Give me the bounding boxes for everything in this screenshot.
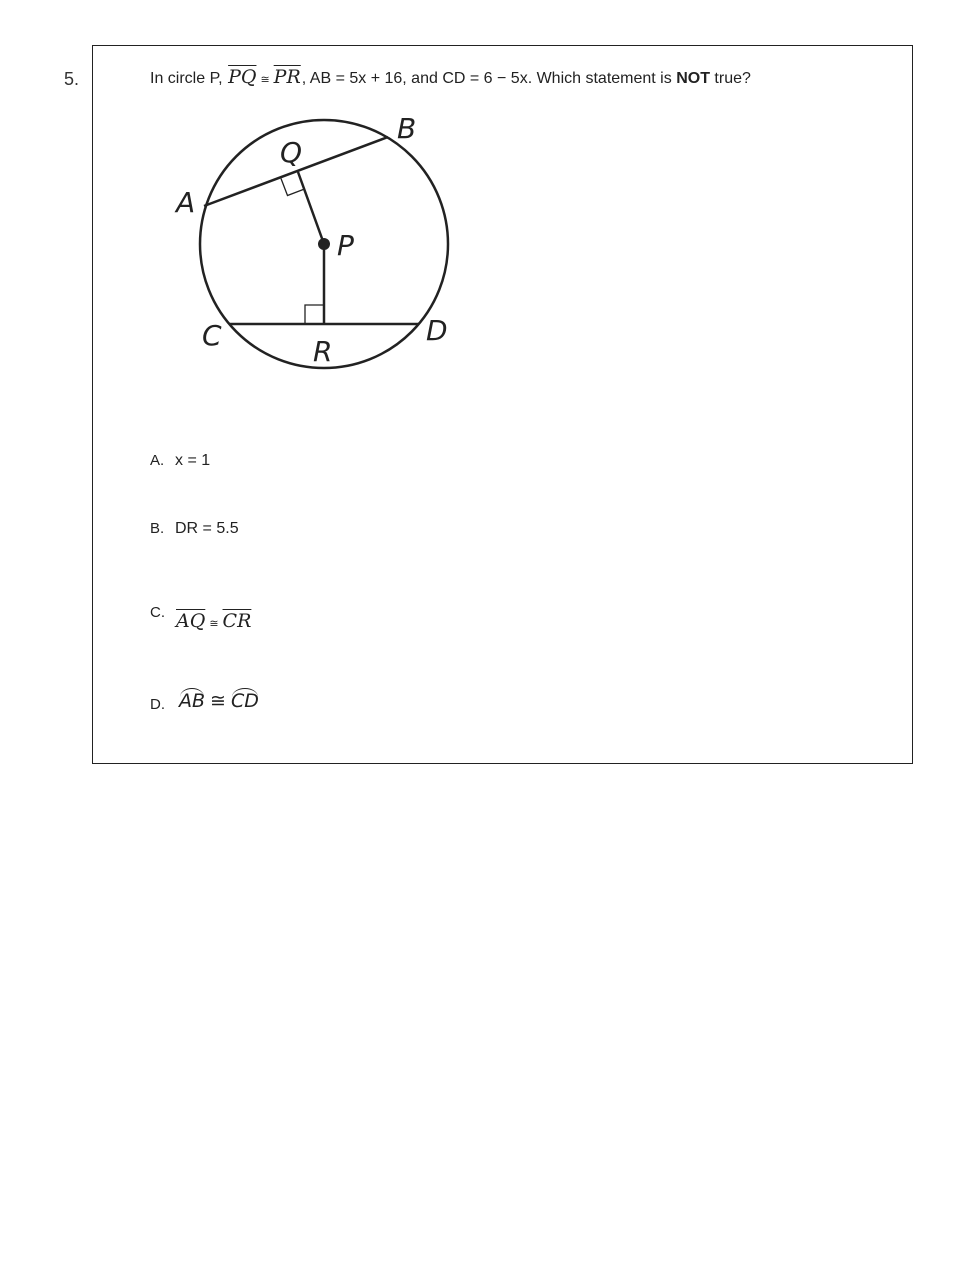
choice-c-letter: C. bbox=[150, 604, 165, 621]
choice-d-congruent: ≅ bbox=[210, 691, 226, 712]
choice-c-congruent: ≅ bbox=[209, 618, 219, 630]
stem-middle: , AB = 5x + 16, and CD = 6 − 5x. Which statement is bbox=[301, 70, 677, 87]
choice-b-letter: B. bbox=[150, 520, 165, 537]
segment-cr: $\overline{CR}$ bbox=[222, 610, 252, 632]
choice-d[interactable] bbox=[150, 686, 259, 713]
center-point-p bbox=[318, 238, 330, 250]
choice-d-letter: D. bbox=[150, 696, 165, 713]
choice-c[interactable] bbox=[150, 604, 252, 632]
segment-pq: $\overline{PQ}$ bbox=[228, 66, 257, 88]
label-q: Q bbox=[280, 136, 303, 169]
label-d: D bbox=[426, 314, 448, 347]
stem-prefix: In circle P, bbox=[150, 70, 228, 87]
label-c: C bbox=[202, 319, 222, 352]
label-r: R bbox=[313, 335, 333, 368]
question-stem bbox=[150, 66, 751, 91]
choice-a-text: x = 1 bbox=[175, 452, 211, 469]
right-angle-mark-r bbox=[305, 305, 324, 324]
congruent-symbol: ≅ bbox=[260, 74, 270, 86]
label-p: P bbox=[337, 229, 354, 262]
choice-a[interactable] bbox=[150, 452, 210, 470]
segment-aq: $\overline{AQ}$ bbox=[176, 610, 206, 632]
choice-c-math bbox=[175, 610, 252, 632]
stem-bold: NOT bbox=[676, 70, 710, 87]
circle-diagram bbox=[170, 104, 470, 379]
choice-b[interactable] bbox=[150, 520, 239, 538]
arc-cd: CD bbox=[231, 686, 259, 712]
stem-suffix: true? bbox=[709, 70, 751, 87]
arc-ab: AB bbox=[179, 686, 205, 712]
segment-pr: $\overline{PR}$ bbox=[273, 66, 301, 88]
label-a: A bbox=[176, 186, 196, 219]
label-b: B bbox=[397, 112, 417, 145]
question-number: 5. bbox=[64, 69, 80, 89]
segment-pq-line bbox=[298, 172, 324, 244]
choice-d-math bbox=[179, 690, 259, 712]
choice-a-letter: A. bbox=[150, 452, 165, 469]
choice-b-text: DR = 5.5 bbox=[175, 520, 239, 537]
